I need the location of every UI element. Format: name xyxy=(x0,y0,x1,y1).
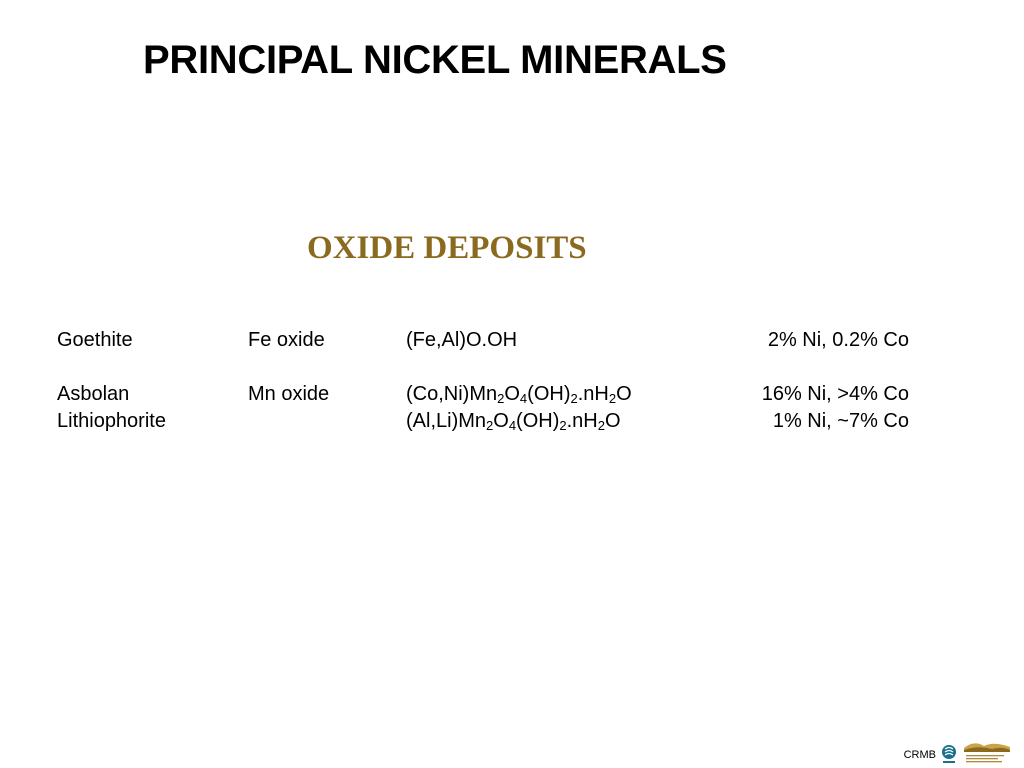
formula-subscript: 2 xyxy=(486,418,494,433)
slide-title: PRINCIPAL NICKEL MINERALS xyxy=(143,38,727,82)
csiro-logo-icon xyxy=(940,744,958,766)
mineral-formula xyxy=(406,411,621,431)
mineral-formula xyxy=(406,384,632,404)
formula-text: (OH) xyxy=(527,383,571,405)
mineral-content: 1% Ni, ~7% Co xyxy=(772,410,909,432)
formula-text: .nH xyxy=(566,410,598,432)
formula-text: O xyxy=(604,410,621,432)
mineral-formula xyxy=(406,330,517,350)
formula-subscript: 4 xyxy=(519,391,528,406)
formula-subscript: 4 xyxy=(508,418,517,433)
footer-label: CRMB xyxy=(903,749,936,761)
formula-subscript: 2 xyxy=(608,391,617,406)
formula-subscript: 2 xyxy=(497,391,505,406)
mineral-content: 2% Ni, 0.2% Co xyxy=(767,329,909,351)
formula-text: .nH xyxy=(577,383,609,405)
formula-subscript: 2 xyxy=(597,418,605,433)
mineral-type: Mn oxide xyxy=(248,383,330,405)
formula-text: O xyxy=(504,383,520,405)
formula-text: O xyxy=(616,383,632,405)
mineral-content: 16% Ni, >4% Co xyxy=(761,383,909,405)
mineral-name: Goethite xyxy=(57,329,133,351)
formula-text: (Fe,Al)O.OH xyxy=(406,329,518,351)
mineral-name: Asbolan xyxy=(57,383,130,405)
formula-text: (Al,Li)Mn xyxy=(406,410,487,432)
mineral-name: Lithiophorite xyxy=(57,410,166,432)
formula-text: (OH) xyxy=(516,410,560,432)
slide-subtitle: OXIDE DEPOSITS xyxy=(307,230,587,266)
crc-leme-logo-icon xyxy=(962,738,1012,768)
formula-subscript: 2 xyxy=(570,391,578,406)
formula-text: O xyxy=(493,410,509,432)
formula-subscript: 2 xyxy=(559,418,567,433)
formula-text: (Co,Ni)Mn xyxy=(406,383,498,405)
mineral-type: Fe oxide xyxy=(248,329,325,351)
